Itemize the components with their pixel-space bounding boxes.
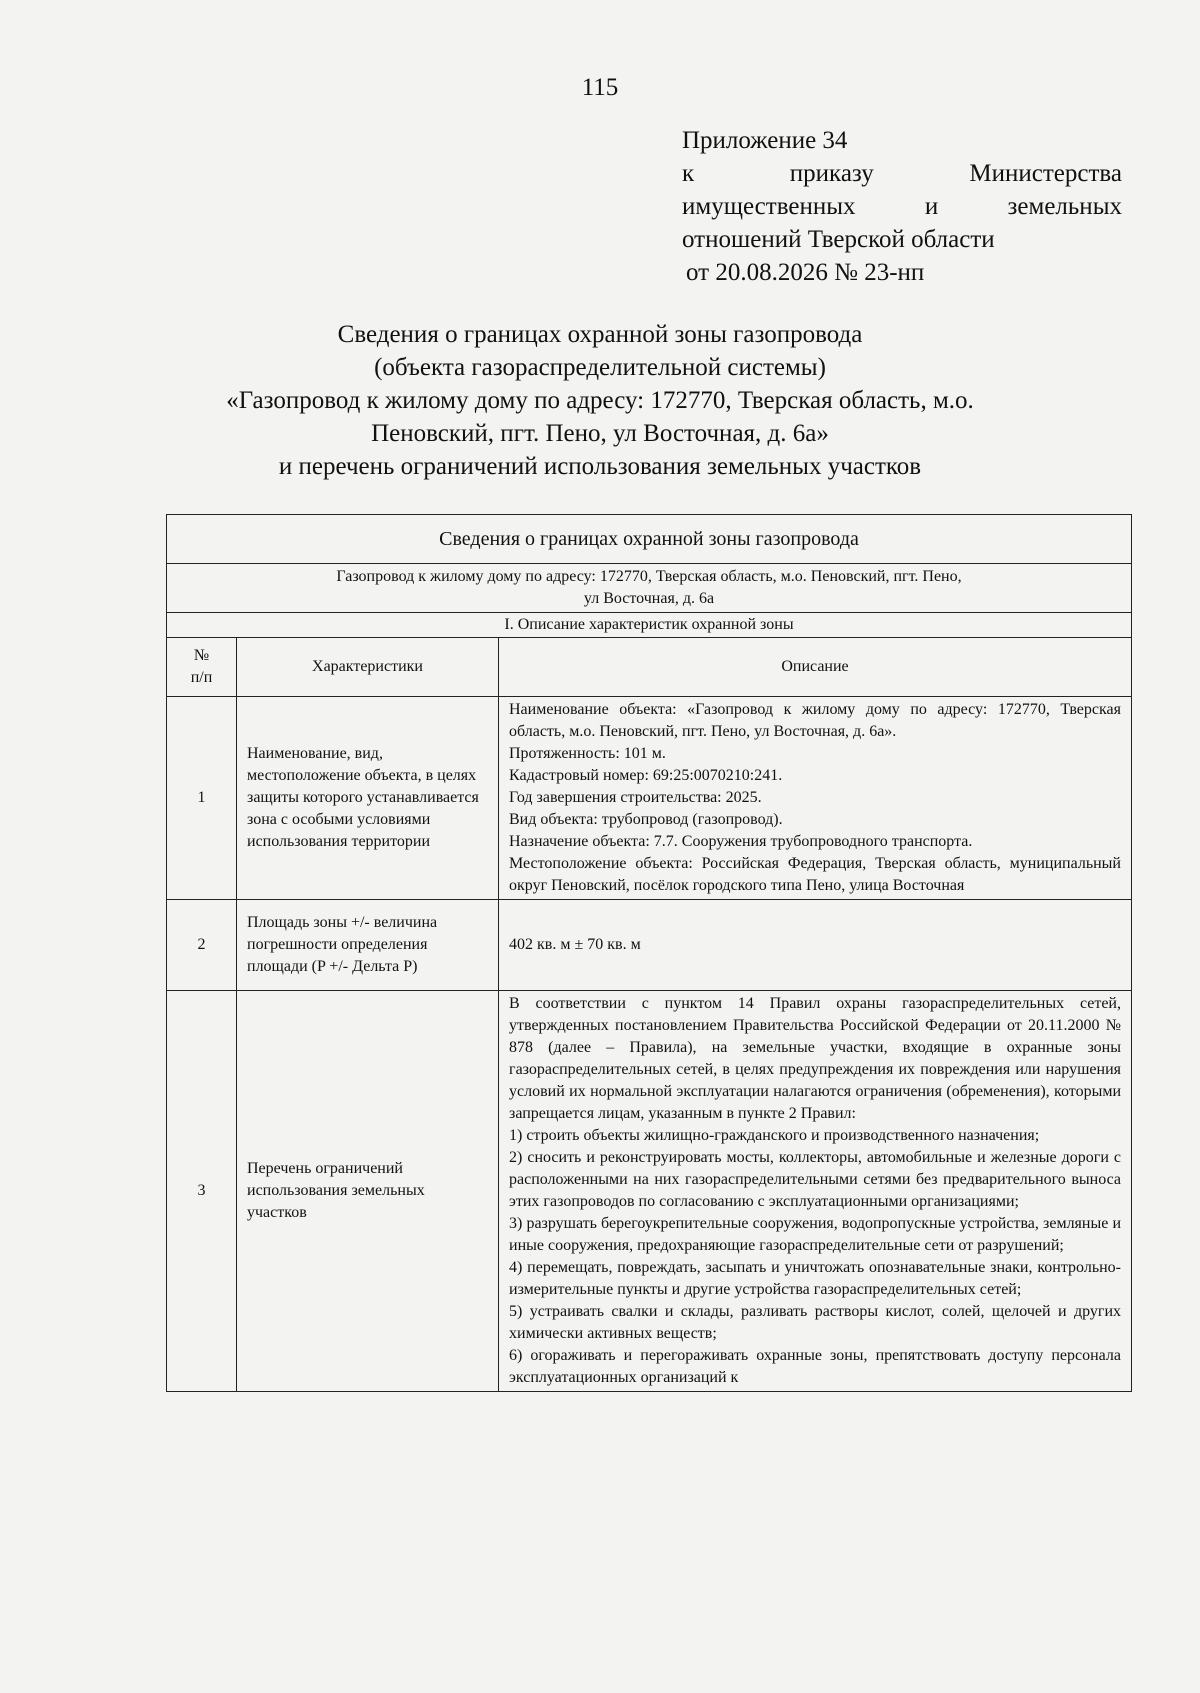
description-paragraph: 6) огораживать и перегораживать охранные зоны, препятствовать доступу персонала эксплуатационных организаций к	[509, 1347, 1121, 1386]
row-number: 3	[167, 991, 237, 1392]
column-header-description: Описание	[499, 638, 1132, 697]
description-paragraph: 1) строить объекты жилищно-гражданского и производственного назначения;	[509, 1127, 1040, 1144]
row-number: 2	[167, 900, 237, 991]
annex-order-word: приказу	[789, 160, 874, 187]
table-section-row	[167, 613, 1132, 638]
row-description: 402 кв. м ± 70 кв. м	[499, 900, 1132, 991]
title-line: (объекта газораспределительной системы)	[374, 354, 826, 381]
annex-order-word: Министерства	[969, 160, 1122, 187]
description-paragraph: 3) разрушать берегоукрепительные сооружения, водопропускные устройства, земляные и иные сооружения, предохраняющие газораспределительные сети от разрушений;	[509, 1215, 1121, 1254]
annex-title: Приложение 34	[682, 127, 848, 154]
title-line: «Газопровод к жилому дому по адресу: 172770, Тверская область, м.о.	[226, 387, 974, 414]
annex-ministry-word: земельных	[1007, 193, 1122, 220]
annex-date: от 20.08.2026 № 23-нп	[686, 259, 925, 286]
description-paragraph: 4) перемещать, повреждать, засыпать и уничтожать опознавательные знаки, контрольно-измерительные пункты и другие устройства газораспределительных сетей;	[509, 1259, 1121, 1298]
table-row	[167, 991, 1132, 1392]
description-paragraph: Назначение объекта: 7.7. Сооружения трубопроводного транспорта.	[509, 833, 973, 850]
annex-order-word: к	[682, 160, 695, 187]
table-object-name	[167, 564, 1132, 613]
row-number: 1	[167, 697, 237, 900]
title-line: Пеновский, пгт. Пено, ул Восточная, д. 6а»	[371, 420, 829, 447]
column-header-number: № п/п	[167, 638, 237, 697]
annex-region-line: отношений Тверской области	[682, 226, 995, 253]
description-paragraph: Кадастровый номер: 69:25:0070210:241.	[509, 767, 783, 784]
table-header-row	[167, 515, 1132, 564]
table-section-title: I. Описание характеристик охранной зоны	[167, 613, 1132, 638]
description-paragraph: Год завершения строительства: 2025.	[509, 789, 762, 806]
page-number: 115	[581, 74, 619, 101]
description-paragraph: Наименование объекта: «Газопровод к жилому дому по адресу: 172770, Тверская область, м.о. Пеновский, пгт. Пено, ул Восточная, д. 6а».	[509, 701, 1121, 740]
row-characteristic: Наименование, вид, местоположение объекта, в целях защиты которого устанавливается зона с особыми условиями использования территории	[237, 697, 499, 900]
description-paragraph: Вид объекта: трубопровод (газопровод).	[509, 811, 783, 828]
table-row	[167, 697, 1132, 900]
zone-table	[166, 514, 1132, 1392]
table-column-header-row	[167, 638, 1132, 697]
table-row	[167, 900, 1132, 991]
annex-block	[682, 124, 1122, 289]
description-block	[509, 993, 1121, 1389]
description-paragraph: Местоположение объекта: Российская Федерация, Тверская область, муниципальный округ Пеновский, посёлок городского типа Пено, улица Восточная	[509, 855, 1121, 894]
row-characteristic: Перечень ограничений использования земельных участков	[237, 991, 499, 1392]
title-line: и перечень ограничений использования земельных участков	[278, 453, 922, 480]
annex-ministry-word: имущественных	[682, 193, 856, 220]
description-paragraph: В соответствии с пунктом 14 Правил охраны газораспределительных сетей, утвержденных постановлением Правительства Российской Федерации от 20.11.2000 № 878 (далее – Правила), на земельные участки, входящие в охранные зоны газораспределительных сетей, в целях предупреждения их повреждения или нарушения условий их нормальной эксплуатации налагаются ограничения (обременения), которыми запрещается лицам, указанным в пункте 2 Правил:	[509, 995, 1121, 1122]
annex-order-line	[682, 157, 1122, 190]
table-object-row	[167, 564, 1132, 613]
row-description	[499, 697, 1132, 900]
row-characteristic: Площадь зоны +/- величина погрешности определения площади (P +/- Дельта P)	[237, 900, 499, 991]
document-title	[100, 318, 1100, 483]
row-description	[499, 991, 1132, 1392]
annex-ministry-line	[682, 190, 1122, 223]
annex-ministry-word: и	[924, 193, 939, 220]
title-line: Сведения о границах охранной зоны газопровода	[337, 321, 863, 348]
object-name-line: ул Восточная, д. 6а	[583, 590, 715, 607]
column-header-characteristics: Характеристики	[237, 638, 499, 697]
description-paragraph: 5) устраивать свалки и склады, разливать растворы кислот, солей, щелочей и других химически активных веществ;	[509, 1303, 1121, 1342]
description-paragraph: Протяженность: 101 м.	[509, 745, 666, 762]
description-paragraph: 2) сносить и реконструировать мосты, коллекторы, автомобильные и железные дороги с расположенными на них газораспределительными сетями без предварительного выноса этих газопроводов по согласованию с эксплуатационными организациями;	[509, 1149, 1121, 1210]
description-block	[509, 699, 1121, 897]
table-header: Сведения о границах охранной зоны газопровода	[167, 515, 1132, 564]
object-name-line: Газопровод к жилому дому по адресу: 172770, Тверская область, м.о. Пеновский, пгт. Пено,	[336, 568, 962, 585]
